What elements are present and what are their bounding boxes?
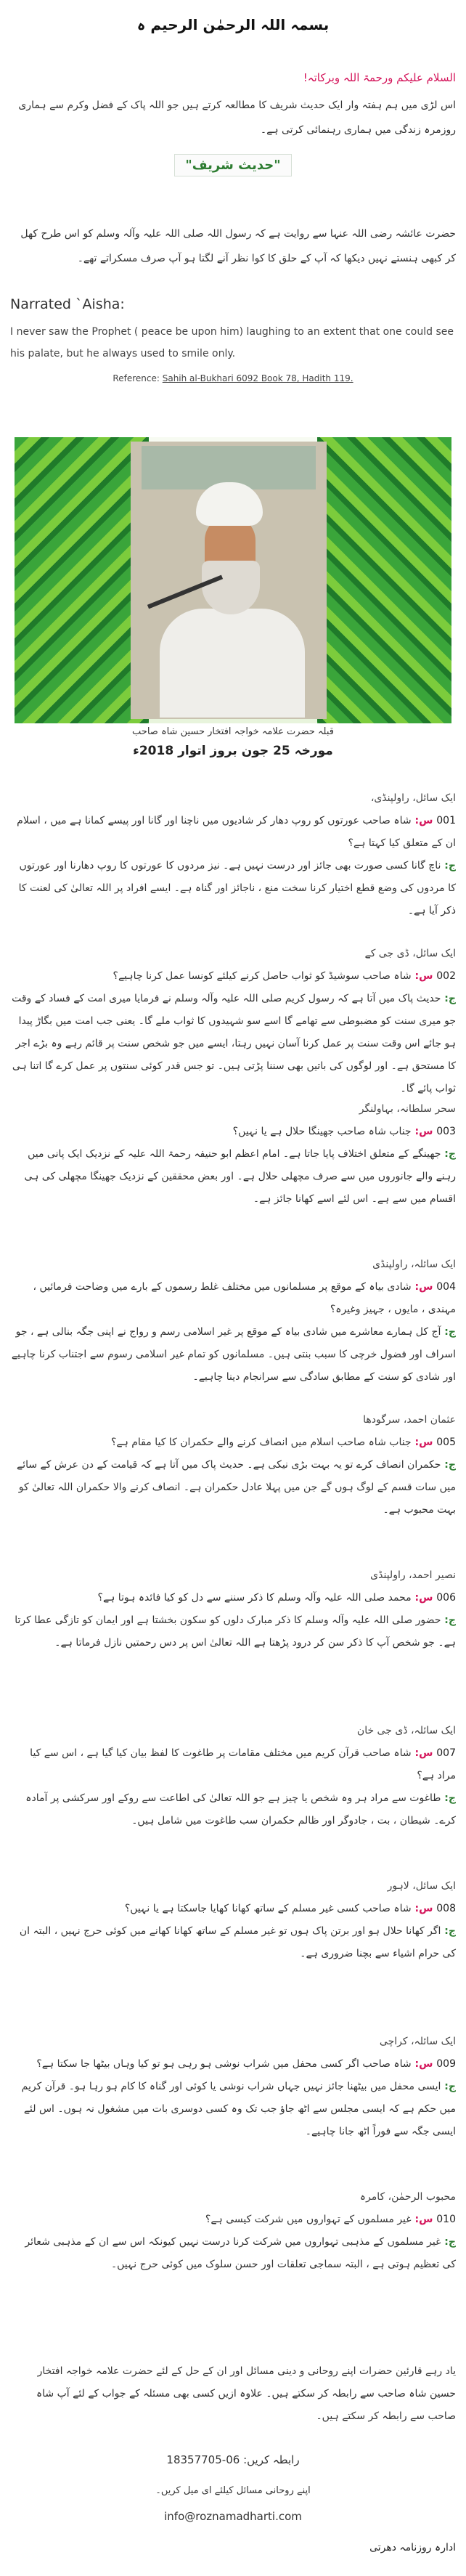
salam-greeting: السلام علیکم ورحمۃ اللہ وبرکاتہ! [303,71,456,84]
asker-line: ایک سائل، لاہور [387,1880,456,1892]
question-text: شاہ صاحب عورتوں کو روپ دھار کر شادیوں میں ناچنا اور گانا اور پیسے کمانا ہے میں ، اسلام ان کے متعلق کیا کہتا ہے؟ [17,815,456,849]
question-text: جناب شاہ صاحب جھینگا حلال ہے یا نہیں؟ [232,1126,412,1137]
question-marker: س: [411,2214,437,2225]
question-marker: س: [411,1592,437,1604]
answer-marker: ج: [441,1326,456,1338]
email-label: اپنے روحانی مسائل کیلئے ای میل کریں۔ [155,2485,311,2496]
answer-text: حکمران انصاف کرے تو یہ بہت بڑی نیکی ہے۔ حدیث پاک میں آتا ہے کہ قیامت کے دن عرش کے سائے میں سات قسم کے لوگ ہوں گے جن میں پہلا عادل حکمران ہے۔ انصاف کرنے والا حکمران اللہ تعالیٰ کو بہت محبوب ہے۔ [16,1459,456,1516]
question-marker: س: [411,1437,437,1448]
question-text: شاہ صاحب سوشیڈ کو ثواب حاصل کرنے کیلئے کونسا عمل کرنا چاہیے؟ [113,970,412,982]
answer-text: ایسی محفل میں بیٹھنا جائز نہیں جہاں شراب نوشی یا کوئی اور گناہ کا کام ہو رہا ہو۔ قرآن کریم میں حکم ہے کہ ایسی مجلس سے اٹھ جاؤ جب تک وہ کسی دوسری بات میں مشغول نہ ہوں۔ اس لئے ایسی جگہ سے فوراً اٹھ جانا چاہیے۔ [21,2081,456,2137]
answer-marker: ج: [441,2081,456,2092]
question [10,1121,456,1143]
question-marker: س: [411,970,437,982]
bismillah-heading: بسمہ اللہ الرحمٰن الرحیم ہ [136,16,330,33]
answer-marker: ج: [441,1925,456,1937]
intro-paragraph: اس لڑی میں ہم ہفتہ وار ایک حدیث شریف کا مطالعہ کرتے ہیں جو اللہ پاک کے فضل وکرم سے ہماری روزمرہ زندگی میں ہماری رہنمائی کرتی ہے۔ [18,99,456,136]
question-marker: س: [411,1903,437,1914]
answer-marker: ج: [441,2236,456,2248]
hadith-reference [0,373,466,383]
question-number: 001 [436,815,456,826]
footer-paragraph: یاد رہے قارئین حضرات اپنے روحانی و دینی مسائل اور ان کے حل کے لئے حضرت علامہ خواجہ افتخار حسین شاہ صاحب سے رابطہ کر سکتے ہیں۔ علاوہ ازیں کسی بھی مسئلہ کے جواب کے لئے آپ شاہ صاحب سے رابطہ کر سکتے ہیں۔ [36,2365,456,2422]
question-number: 002 [436,970,456,982]
question-text: شاہ صاحب کسی غیر مسلم کے ساتھ کھانا کھایا جاسکتا ہے یا نہیں؟ [124,1903,412,1914]
question [10,1898,456,1920]
question [10,1742,456,1787]
leaf-border-right [317,437,451,723]
answer [10,2231,456,2276]
answer-marker: ج: [441,993,456,1004]
phone-number[interactable]: 06-18357705 [166,2453,240,2466]
answer [10,1787,456,1832]
qa-item [10,1720,456,1832]
date-line: مورخہ 25 جون بروز اتوار 2018ء [133,744,333,758]
question-number: 005 [436,1437,456,1448]
question-number: 007 [436,1747,456,1759]
phone-line [10,2453,456,2466]
question-number: 010 [436,2214,456,2225]
answer-text: حضور صلی اللہ علیہ وآلہ وسلم کا ذکر مبارک دلوں کو سکون بخشتا ہے اور ایمان کو تازگی عطا کرتا ہے۔ جو شخص آپ کا ذکر سن کر درود پڑھتا ہے اللہ تعالیٰ اس پر دس رحمتیں نازل فرماتا ہے۔ [15,1614,456,1649]
question [10,2209,456,2231]
answer [10,855,456,922]
question [10,810,456,855]
email-address[interactable]: info@roznamadharti.com [164,2510,302,2523]
asker-line: نصیر احمد، راولپنڈی [370,1569,456,1581]
question [10,965,456,988]
question-text: شاہ صاحب قرآن کریم میں مختلف مقامات پر طاغوت کا لفظ بیان کیا گیا ہے ، اس سے کیا مراد ہے؟ [30,1747,456,1781]
scholar-photo [15,437,451,723]
question-marker: س: [411,1126,437,1137]
question [10,1276,456,1321]
asker-line: محبوب الرحمٰن، کامرہ [359,2191,456,2203]
answer-text: جھینگے کے متعلق اختلاف پایا جاتا ہے۔ امام اعظم ابو حنیفہ رحمۃ اللہ علیہ کے نزدیک ایک پانی میں رہنے والے جانوروں میں سے صرف مچھلی حلال ہے۔ اور بعض محققین کے نزدیک جھینگا مچھلی کی ہی اقسام میں سے ہے۔ اس لئے اسے کھانا جائز ہے۔ [24,1148,456,1205]
answer-text: غیر مسلموں کے مذہبی تہواروں میں شرکت کرنا درست نہیں کیونکہ اس سے ان کے مذہبی شعائر کی تعظیم ہوتی ہے ، البتہ سماجی تعلقات اور حسن سلوک میں کوئی حرج نہیں۔ [25,2236,456,2270]
answer [10,2076,456,2143]
answer-marker: ج: [441,1614,456,1626]
answer-marker: ج: [441,860,456,871]
question-marker: س: [411,1747,437,1759]
qa-item [10,1875,456,1965]
question [10,2053,456,2076]
question-number: 006 [436,1592,456,1604]
narrated-line: Narrated `Aisha: [10,296,125,312]
question-text: غیر مسلموں کے تہواروں میں شرکت کیسی ہے؟ [205,2214,412,2225]
qa-item [10,1254,456,1389]
answer-text: اگر کھانا حلال ہو اور برتن پاک ہوں تو غیر مسلم کے ساتھ کھانا کھانے میں کوئی حرج نہیں ، البتہ ان کی حرام اشیاء سے بچنا ضروری ہے۔ [19,1925,456,1959]
question [10,1431,456,1454]
question-number: 008 [436,1903,456,1914]
qa-item [10,943,456,1100]
scholar-robe [160,609,305,718]
answer [10,1454,456,1521]
scholar-name: قبلہ حضرت علامہ خواجہ افتخار حسین شاہ صاحب [132,726,334,737]
answer [10,1321,456,1389]
leaf-border-left [15,437,149,723]
question-marker: س: [411,815,437,826]
qa-item [10,2186,456,2276]
asker-line: ایک سائل، ڈی جی کے [364,948,456,959]
asker-line: ایک سائلہ، کراچی [379,2036,456,2047]
question-text: محمد صلی اللہ علیہ وآلہ وسلم کا ذکر سننے سے دل کو کیا فائدہ ہوتا ہے؟ [97,1592,412,1604]
answer-marker: ج: [441,1148,456,1160]
question-marker: س: [411,1281,437,1293]
answer-text: ناچ گانا کسی صورت بھی جائز اور درست نہیں ہے۔ نیز مردوں کا عورتوں کا روپ دھارنا اور عورتوں کا مردوں کی وضع قطع اختیار کرنا سخت منع ، ناجائز اور گناہ ہے۔ ایسے افراد پر اللہ تعالیٰ کی لعنت کا ذکر آیا ہے۔ [18,860,456,917]
qa-item [10,1564,456,1654]
asker-line: سحر سلطانہ، بہاولنگر [359,1103,456,1115]
question-text: جناب شاہ صاحب اسلام میں انصاف کرنے والے حکمران کا کیا مقام ہے؟ [110,1437,412,1448]
question-text: شادی بیاہ کے موقع پر مسلمانوں میں مختلف غلط رسموں کے بارے میں وضاحت فرمائیں ، مہندی ، مایوں ، جہیز وغیرہ؟ [33,1281,456,1315]
asker-line: ایک سائل، راولپنڈی، [370,792,456,804]
hadith-urdu-text: حضرت عائشہ رضی اللہ عنہا سے روایت ہے کہ رسول اللہ صلی اللہ علیہ وآلہ وسلم کو اس طرح کھل کر کبھی ہنستے نہیں دیکھا کہ آپ کے حلق کا کوا نظر آنے لگتا ہو آپ صرف مسکراتے تھے۔ [20,228,456,264]
answer [10,988,456,1100]
hadith-title [0,154,466,176]
answer-marker: ج: [441,1792,456,1804]
hadith-title-label: "حدیث شریف" [174,154,291,176]
qa-item [10,787,456,922]
question-marker: س: [411,2058,437,2070]
phone-label: رابطہ کریں: [243,2453,300,2466]
question-number: 004 [436,1281,456,1293]
asker-line: عثمان احمد، سرگودھا [363,1414,456,1426]
answer-text: طاغوت سے مراد ہر وہ شخص یا چیز ہے جو اللہ تعالیٰ کی اطاعت سے روکے اور سرکشی پر آمادہ کرے۔ شیطان ، بت ، جادوگر اور ظالم حکمران سب طاغوت میں شامل ہیں۔ [25,1792,456,1827]
answer-marker: ج: [441,1459,456,1471]
question [10,1587,456,1609]
reference-label: Reference: [113,373,160,383]
answer [10,1609,456,1654]
question-number: 003 [436,1126,456,1137]
qa-item [10,2031,456,2143]
photo-caption [0,726,466,758]
answer-text: آج کل ہمارے معاشرے میں شادی بیاہ کے موقع پر غیر اسلامی رسم و رواج نے اپنی جگہ بنالی ہے ، جو اسراف اور فضول خرچی کا سبب بنتی ہیں۔ مسلمانوں کو تمام غیر اسلامی رسوم سے اجتناب کرنا چاہیے اور شادی کو سنت کے مطابق سادگی سے سرانجام دینا چاہیے۔ [11,1326,456,1383]
qa-item [10,1098,456,1211]
answer [10,1143,456,1211]
answer-text: حدیث پاک میں آتا ہے کہ رسول کریم صلی اللہ علیہ وآلہ وسلم نے فرمایا میری امت کے فساد کے وقت جو میری سنت کو مضبوطی سے تھامے گا اسے سو شہیدوں کا ثواب ملے گا۔ یعنی جب امت میں بگاڑ پیدا ہو جائے اس وقت سنت پر عمل کرنا آسان نہیں رہتا، ایسے میں جو شخص سنت پر قائم رہے وہ بڑے اجر کا مستحق ہے۔ اور لوگوں کی باتیں بھی سننا پڑتی ہیں۔ تو جس قدر کوئی سنتوں پر عمل کرے گا اتنا ہی ثواب پائے گا۔ [12,993,456,1094]
asker-line: ایک سائلہ، راولپنڈی [372,1259,456,1270]
question-text: شاہ صاحب اگر کسی محفل میں شراب نوشی ہو رہی ہو تو کیا وہاں بیٹھا جا سکتا ہے؟ [36,2058,412,2070]
asker-line: ایک سائلہ، ڈی جی خان [356,1725,456,1736]
hadith-english-text: I never saw the Prophet ( peace be upon him) laughing to an extent that one could see his palate, but he always used to smile only. [10,326,454,359]
qa-item [10,1409,456,1521]
closing-signature: ادارہ روزنامہ دھرتی [369,2542,456,2553]
reference-link[interactable]: Sahih al-Bukhari 6092 Book 78, Hadith 119. [162,373,353,383]
question-number: 009 [436,2058,456,2070]
answer [10,1920,456,1965]
